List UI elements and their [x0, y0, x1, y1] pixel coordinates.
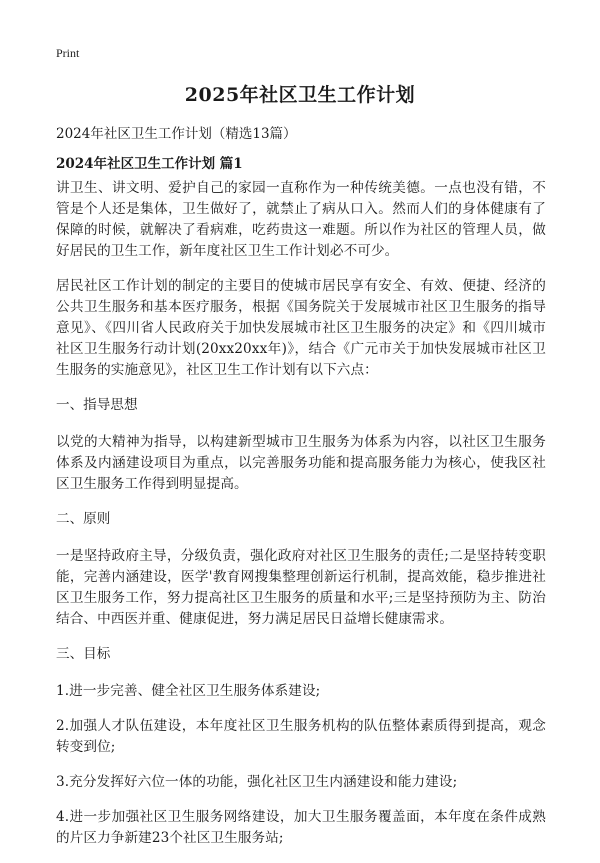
- heading-goals: 三、目标: [56, 646, 111, 662]
- article-body: [56, 178, 546, 863]
- paragraph-guiding-ideology: 以党的大精神为指导，以构建新型城市卫生服务为体系为内容，以社区卫生服务体系及内涵建设项目为重点，以完善服务功能和提高服务能力为核心，使我区社区卫生服务工作得到明显提高。: [56, 434, 546, 492]
- heading-principles: 二、原则: [56, 511, 111, 527]
- heading-guiding-ideology: 一、指导思想: [56, 397, 138, 413]
- goal-item-4: 4.进一步加强社区卫生服务网络建设，加大卫生服务覆盖面，本年度在条件成熟的片区力争新建23个社区卫生服务站;: [56, 809, 546, 846]
- section-heading: 2024年社区卫生工作计划 篇1: [56, 156, 243, 172]
- document-subtitle: 2024年社区卫生工作计划（精选13篇）: [56, 126, 297, 142]
- goal-item-3: 3.充分发挥好六位一体的功能，强化社区卫生内涵建设和能力建设;: [56, 774, 458, 790]
- paragraph-purpose: 居民社区工作计划的制定的主要目的使城市居民享有安全、有效、便捷、经济的公共卫生服务和基本医疗服务，根据《国务院关于发展城市社区卫生服务的指导意见》、《四川省人民政府关于加快发展城市社区卫生服务的决定》和《四川城市社区卫生服务行动计划(20xx20xx年)》，结合《广元市关于加快发展城市社区卫生服务的实施意见》，社区卫生工作计划有以下六点：: [56, 278, 546, 378]
- paragraph-principles: 一是坚持政府主导，分级负责，强化政府对社区卫生服务的责任;二是坚持转变职能，完善内涵建设，医学'教育网搜集整理创新运行机制，提高效能，稳步推进社区卫生服务工作，努力提高社区卫生服务的质量和水平;三是坚持预防为主、防治结合、中西医并重、健康促进，努力满足居民日益增长健康需求。: [56, 548, 546, 627]
- paragraph-intro: 讲卫生、讲文明、爱护自己的家园一直称作为一种传统美德。一点也没有错，不管是个人还是集体，卫生做好了，就禁止了病从口入。然而人们的身体健康有了保障的时候，就解决了看病难，吃药贵这一难题。所以作为社区的管理人员，做好居民的卫生工作，新年度社区卫生工作计划必不可少。: [56, 180, 546, 259]
- print-link[interactable]: Print: [56, 46, 80, 60]
- page-title: 2025年社区卫生工作计划: [184, 84, 416, 106]
- goal-item-1: 1.进一步完善、健全社区卫生服务体系建设;: [56, 683, 321, 699]
- goal-item-2: 2.加强人才队伍建设，本年度社区卫生服务机构的队伍整体素质得到提高，观念转变到位;: [56, 718, 546, 755]
